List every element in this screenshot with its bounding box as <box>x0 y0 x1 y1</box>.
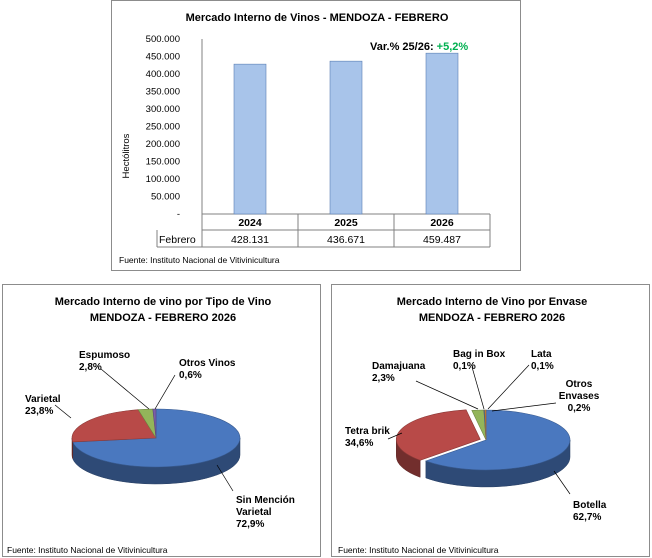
pie-data-label: Sin Mención <box>236 495 295 506</box>
y-tick-label: 350.000 <box>145 86 180 98</box>
table-value-cell: 436.671 <box>327 234 365 246</box>
y-axis-label: Hectólitros <box>121 133 132 179</box>
bar-marks <box>234 53 458 214</box>
x-tick-label: 2025 <box>334 217 358 229</box>
bar-chart-source: Fuente: Instituto Nacional de Vitivinicultura <box>119 255 280 265</box>
leader-line <box>472 367 484 409</box>
pie-data-label: Varietal <box>25 394 61 405</box>
pie-data-label: Envases <box>558 391 600 402</box>
pie2-source: Fuente: Instituto Nacional de Vitivinicultura <box>338 545 499 555</box>
table-value-cell: 428.131 <box>231 234 269 246</box>
data-table <box>157 214 490 247</box>
pie1-source: Fuente: Instituto Nacional de Vitivinicultura <box>7 545 168 555</box>
pie1-subtitle: MENDOZA - FEBRERO 2026 <box>89 312 237 324</box>
pie-data-label: 23,8% <box>25 406 54 417</box>
pie-chart-container-svg <box>332 285 651 558</box>
bar-chart-svg <box>112 1 522 272</box>
pie-chart-wine-type-svg <box>3 285 322 558</box>
pie2-subtitle: MENDOZA - FEBRERO 2026 <box>418 312 566 324</box>
y-tick-label: 400.000 <box>145 69 180 80</box>
pie-data-label: 0,6% <box>179 370 202 381</box>
pie-data-label: 0,2% <box>567 403 591 414</box>
pie-chart-wine-type-panel <box>2 284 321 557</box>
bar <box>330 61 362 214</box>
pie2-title: Mercado Interno de Vino por Envase <box>396 296 588 308</box>
pie-data-label: Otros Vinos <box>179 358 236 369</box>
x-tick-label: 2026 <box>430 217 454 229</box>
pie2-slices <box>396 410 570 487</box>
pie-data-label: Espumoso <box>79 350 131 361</box>
pie-data-label: Varietal <box>236 507 272 518</box>
y-tick-label: 200.000 <box>145 139 180 150</box>
y-tick-label: 250.000 <box>145 121 180 133</box>
pie-data-label: 62,7% <box>573 512 602 523</box>
pie-data-label: 2,8% <box>79 362 102 373</box>
pie-data-label: Damajuana <box>372 361 426 372</box>
table-value-cell: 459.487 <box>423 234 461 246</box>
pie1-title: Mercado Interno de vino por Tipo de Vino <box>54 296 272 308</box>
pie-data-label: 72,9% <box>236 519 265 530</box>
leader-line <box>554 471 570 494</box>
y-tick-label: - <box>176 209 180 220</box>
pie-data-label: Otros <box>565 379 593 390</box>
pie-data-label: Botella <box>573 500 607 511</box>
leader-line <box>101 369 149 409</box>
variation-prefix: Var.% 25/26: <box>370 41 437 53</box>
bar <box>234 64 266 214</box>
bar-chart-panel <box>111 0 521 271</box>
variation-label <box>370 41 468 53</box>
pie-data-label: 34,6% <box>345 438 374 449</box>
x-tick-label: 2024 <box>238 217 262 229</box>
pie-data-label: Tetra brik <box>345 426 390 437</box>
pie-data-label: 2,3% <box>372 373 395 384</box>
pie-data-label: 0,1% <box>531 361 554 372</box>
y-tick-label: 450.000 <box>145 51 180 63</box>
y-tick-label: 150.000 <box>145 156 180 168</box>
y-tick-label: 100.000 <box>145 174 180 185</box>
pie-data-label: Lata <box>531 349 552 360</box>
leader-line <box>492 403 556 411</box>
y-tick-label: 300.000 <box>145 104 180 115</box>
pie-data-label: 0,1% <box>453 361 476 372</box>
y-tick-label: 50.000 <box>150 191 180 203</box>
leader-line <box>488 365 529 409</box>
bar-chart-title: Mercado Interno de Vinos - MENDOZA - FEBRERO <box>185 12 449 24</box>
pie-chart-container-panel <box>331 284 650 557</box>
leader-line <box>155 375 175 409</box>
variation-value: +5,2% <box>436 41 469 53</box>
pie1-slices <box>72 409 240 484</box>
bar <box>426 53 458 214</box>
y-axis-ticks <box>146 34 180 220</box>
leader-line <box>55 405 71 418</box>
pie-data-label: Bag in Box <box>453 349 506 360</box>
leader-line <box>416 381 478 409</box>
table-row-label: Febrero <box>159 234 196 246</box>
y-tick-label: 500.000 <box>145 34 180 45</box>
